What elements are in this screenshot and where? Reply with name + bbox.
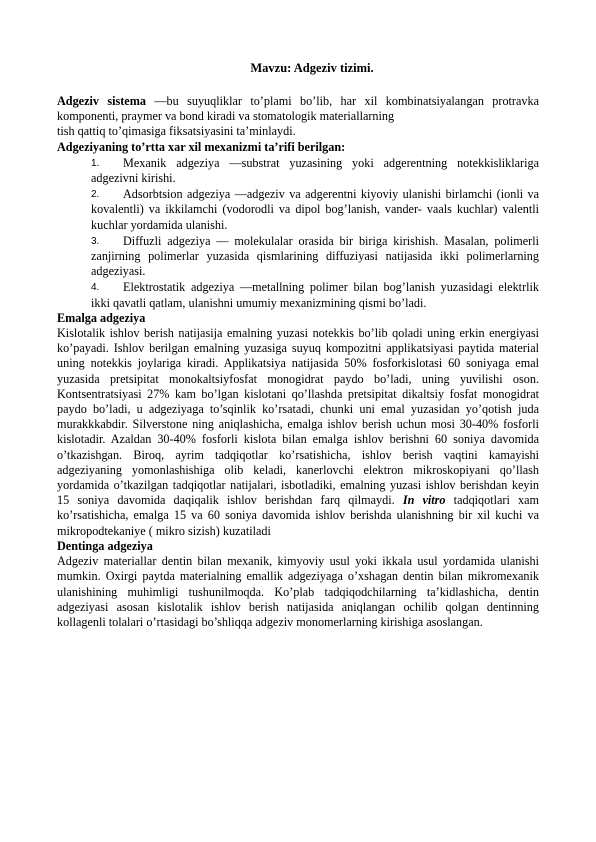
enamel-paragraph [57, 326, 539, 539]
intro-term: Adgeziv sistema [57, 94, 146, 108]
page-title: Mavzu: Adgeziv tizimi. [250, 61, 374, 75]
list-number: 1. [91, 157, 100, 169]
dentin-heading: Dentinga adgeziya [57, 538, 153, 553]
list-text: Adsorbtsion adgeziya —adgeziv va adgerentni kiyoviy ulanishi birlamchi (ionli va kovalentli) va ikkilamchi (vodorodli va dipol bog’lanish, vander- vaals kuchlar) valentli kuchlar yordamida ulanishi. [91, 187, 539, 232]
mechanism-item [57, 234, 539, 280]
list-text: Elektrostatik adgeziya —metallning polimer bilan bog’lanish yuzasidagi elektrlik ikki qavatli qatlam, ulanishni umumiy mexanizmining qismi bo’ladi. [91, 280, 539, 310]
list-text: Mexanik adgeziya —substrat yuzasining yoki adgerentning notekkisliklariga adgezivni kirishi. [91, 155, 539, 186]
enamel-heading: Emalga adgeziya [57, 310, 146, 325]
mechanism-item [57, 280, 539, 310]
list-text: Diffuzli adgeziya — molekulalar orasida bir biriga kirishish. Masalan, polimerli zanjirning polimerlar yuzasida qismlarining diffuziyasi natijasida ikki polimerlarning adgeziyasi. [91, 233, 539, 279]
enamel-text-after: tadqiqotlari xam ko’rsatishicha, emalga 15 va 60 soniya davomida ishlov berishda ulanishning bir xil kuchi va mikropodtekaniye ( mikro sizish) kuzatiladi [57, 493, 540, 538]
intro-text: —bu suyuqliklar to’plami bo’lib, har xil kombinatsiyalangan protravka komponenti, praymer va bond kiradi va stomatologik materiallarning [57, 94, 539, 124]
list-number: 4. [91, 282, 100, 294]
mechanism-item [57, 156, 539, 186]
intro-paragraph [57, 94, 539, 124]
list-number: 3. [91, 235, 100, 247]
mechanism-item [57, 187, 539, 233]
mechanisms-heading: Adgeziyaning to’rtta xar xil mexanizmi ta’rifi berilgan: [57, 139, 346, 154]
dentin-paragraph: Adgeziv materiallar dentin bilan mexanik, kimyoviy usul yoki ikkala usul yordamida ulanishi mumkin. Oxirgi paytda materialning emallik adgeziyaga o’xshagan dentin bilan mikromexanik ulanishining muhimligi tushunilmoqda. Ko’plab tadqiqodchilarning ta’kidlashicha, dentin adgeziyasi asosan kislotalik ishlov berish natijasida aniqlangan ochilib qolgan dentinning kollagenli tolalari o’rtasidagi bo’shliqqa adgeziv monomerlarning kirishiga asoslangan. [57, 554, 539, 629]
intro-line2: tish qattiq to’qimasiga fiksatsiyasini ta’minlaydi. [57, 124, 296, 139]
list-number: 2. [91, 189, 100, 201]
enamel-text-before: Kislotalik ishlov berish natijasija emalning yuzasi notekkis bo’lib qoladi uning erkin energiyasi ko’payadi. Ishlov berilgan emalning yuzasiga suyuq kompozitni applikatsiyasi paytida material uning notekkis joylariga kiradi. Applikatsiya natijasida 50% fosforkislotasi 60 soniyaga emal yuzasida pretsipitat monokaltsiyfosfat monogidrat paydo bo’ladi, uning yuvilishi oson. Kontsentratsiyasi 27% kam bo’lgan kislotani qo’llashda pretsipitat dikaltsiy fosfat monogidrat paydo bo’ladi, u adgeziyaga to’sqinlik ko’rsatadi, chunki uni emal yuzasidan yo’qotish juda murakkkabdir. Silverstone ning aniqlashicha, emalga ishlov berish uchun mosi 30-40% fosforli kislotadir. Azaldan 30-40% fosforli kislota bilan emalga ishlov berishni 60 soniya davomida o’tkazishgan. Biroq, ayrim tadqiqotlar ko’rsatishicha, ishlov berish vaqtini kamayishi adgeziyaning yomonlashishiga olib keladi, kanerlovchi elektron mikroskopiyani qo’llash yordamida o’tkazilgan tadqiqotlar natijalari, isbotladiki, emalning yuzasi ishlov berishdan keyin 15 soniya davomida daqiqalik ishlov berishdan farq qilmaydi. [57, 326, 539, 508]
in-vitro-term: In vitro [402, 493, 446, 508]
document-body [57, 94, 539, 630]
